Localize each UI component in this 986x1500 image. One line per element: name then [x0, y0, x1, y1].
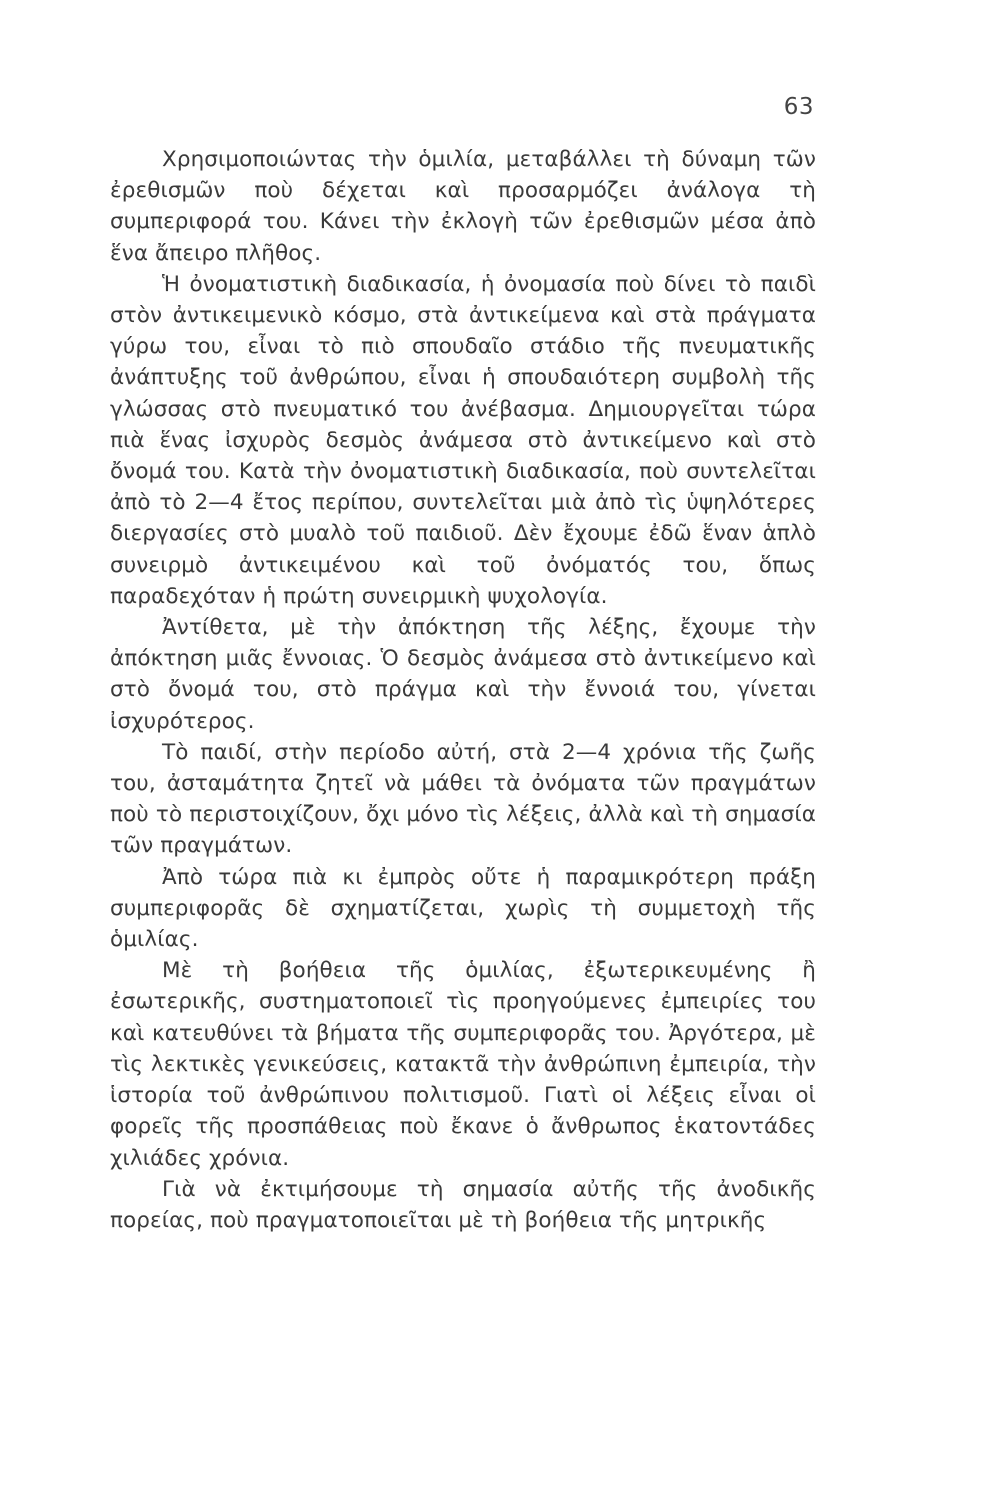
- paragraph-6: Μὲ τὴ βοήθεια τῆς ὁμιλίας, ἐξωτερικευμένης ἢ ἐσωτερικῆς, συστηματοποιεῖ τὶς προηγούμενες ἐμπειρίες του καὶ κατευθύνει τὰ βήματα τῆς συμπεριφορᾶς του. Ἀργότερα, μὲ τὶς λεκτικὲς γενικεύσεις, κατακτᾶ τὴν ἀνθρώπινη ἐμπειρία, τὴν ἱστορία τοῦ ἀνθρώπινου πολιτισμοῦ. Γιατὶ οἱ λέξεις εἶναι οἱ φορεῖς τῆς προσπάθειας ποὺ ἔκανε ὁ ἄνθρωπος ἑκατοντάδες χιλιάδες χρόνια.: [110, 958, 816, 1171]
- paragraph-4: Τὸ παιδί, στὴν περίοδο αὐτή, στὰ 2—4 χρόνια τῆς ζωῆς του, ἀσταμάτητα ζητεῖ νὰ μάθει τὰ ὀνόματα τῶν πραγμάτων ποὺ τὸ περιστοιχίζουν, ὄχι μόνο τὶς λέξεις, ἀλλὰ καὶ τὴ σημασία τῶν πραγμάτων.: [110, 739, 816, 859]
- paragraph-2: Ἡ ὀνοματιστικὴ διαδικασία, ἡ ὀνομασία ποὺ δίνει τὸ παιδὶ στὸν ἀντικειμενικὸ κόσμο, στὰ ἀντικείμενα καὶ στὰ πράγματα γύρω του, εἶναι τὸ πιὸ σπουδαῖο στάδιο τῆς πνευματικῆς ἀνάπτυξης τοῦ ἀνθρώπου, εἶναι ἡ σπουδαιότερη συμβολὴ τῆς γλώσσας στὸ πνευματικό του ἀνέβασμα. Δημιουργεῖται τώρα πιὰ ἕνας ἰσχυρὸς δεσμὸς ἀνάμεσα στὸ ἀντικείμενο καὶ στὸ ὄνομά του. Κατὰ τὴν ὀνοματιστικὴ διαδικασία, ποὺ συντελεῖται ἀπὸ τὸ 2—4 ἔτος περίπου, συντελεῖται μιὰ ἀπὸ τὶς ὑψηλότερες διεργασίες στὸ μυαλὸ τοῦ παιδιοῦ. Δὲν ἔχουμε ἐδῶ ἕναν ἁπλὸ συνειρμὸ ἀντικειμένου καὶ τοῦ ὀνόματός του, ὅπως παραδεχόταν ἡ πρώτη συνειρμικὴ ψυχολογία.: [110, 271, 816, 609]
- paragraph-1: Χρησιμοποιώντας τὴν ὁμιλία, μεταβάλλει τὴ δύναμη τῶν ἐρεθισμῶν ποὺ δέχεται καὶ προσαρμόζει ἀνάλογα τὴ συμπεριφορά του. Κάνει τὴν ἐκλογὴ τῶν ἐρεθισμῶν μέσα ἀπὸ ἕνα ἄπειρο πλῆθος.: [110, 147, 816, 266]
- body-text: [110, 144, 816, 1236]
- paragraph-7: Γιὰ νὰ ἐκτιμήσουμε τὴ σημασία αὐτῆς τῆς ἀνοδικῆς πορείας, ποὺ πραγματοποιεῖται μὲ τὴ βοήθεια τῆς μητρικῆς: [110, 1176, 816, 1233]
- page-number: 63: [783, 94, 814, 120]
- paragraph-5: Ἀπὸ τώρα πιὰ κι ἐμπρὸς οὔτε ἡ παραμικρότερη πράξη συμπεριφορᾶς δὲ σχηματίζεται, χωρὶς τὴ συμμετοχὴ τῆς ὁμιλίας.: [110, 864, 816, 953]
- paragraph-3: Ἀντίθετα, μὲ τὴν ἀπόκτηση τῆς λέξης, ἔχουμε τὴν ἀπόκτηση μιᾶς ἔννοιας. Ὁ δεσμὸς ἀνάμεσα στὸ ἀντικείμενο καὶ στὸ ὄνομά του, στὸ πράγμα καὶ τὴν ἔννοιά του, γίνεται ἰσχυρότερος.: [110, 615, 816, 734]
